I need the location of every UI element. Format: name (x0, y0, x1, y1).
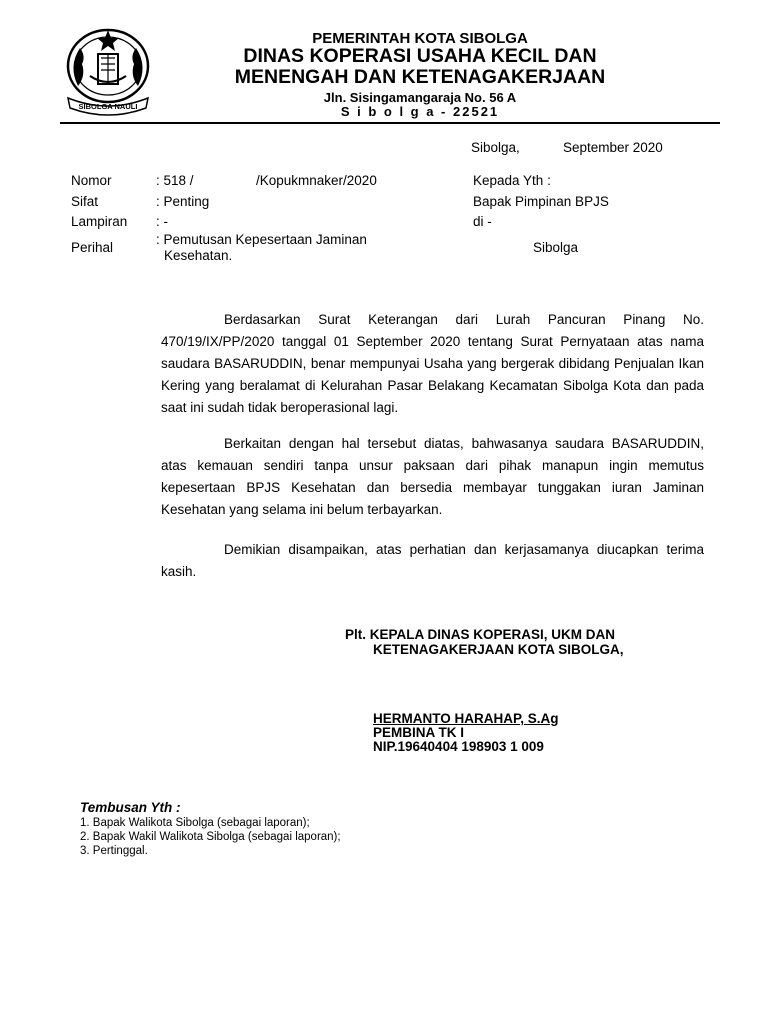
perihal-label: Perihal (71, 240, 114, 255)
signatory-name: HERMANTO HARAHAP, S.Ag (373, 711, 559, 726)
lampiran-value: : - (156, 214, 168, 229)
nomor-suffix: /Kopukmnaker/2020 (256, 173, 377, 188)
date-month-year: September 2020 (563, 140, 663, 155)
perihal-value-line1: : Pemutusan Kepesertaan Jaminan (156, 232, 367, 247)
tembusan-item: 2. Bapak Wakil Walikota Sibolga (sebagai laporan); (80, 831, 341, 843)
body-paragraph-3 (161, 539, 704, 583)
date-place: Sibolga, (471, 140, 520, 155)
recipient-greeting: Kepada Yth : (473, 173, 551, 188)
sifat-label: Sifat (71, 194, 99, 209)
government-name: PEMERINTAH KOTA SIBOLGA (312, 30, 528, 47)
recipient-city: Sibolga (533, 240, 579, 255)
signatory-nip: NIP.19640404 198903 1 009 (373, 739, 544, 754)
city-seal-logo (60, 18, 160, 118)
sifat-value: : Penting (156, 194, 210, 209)
logo-banner-text: SIBOLGA NAULI (78, 102, 138, 111)
tembusan-list (80, 816, 341, 858)
perihal-value-line2: Kesehatan. (164, 248, 233, 263)
office-city: S i b o l g a - 22521 (340, 104, 500, 119)
signatory-title-line1: Plt. KEPALA DINAS KOPERASI, UKM DAN (345, 627, 616, 642)
signatory-rank: PEMBINA TK I (373, 725, 464, 740)
signatory-title-line2: KETENAGAKERJAAN KOTA SIBOLGA, (373, 642, 624, 657)
recipient-name: Bapak Pimpinan BPJS (473, 194, 609, 209)
letterhead-divider (60, 122, 720, 124)
nomor-value: : 518 / (156, 173, 194, 188)
body-paragraph-2-text: Berkaitan dengan hal tersebut diatas, bahwasanya saudara BASARUDDIN, atas kemauan sendiri tanpa unsur paksaan dari pihak manapun ingin memutus kepesertaan BPJS Kesehatan dan bersedia membayar tunggakan iuran Jaminan Kesehatan yang selama ini belum terbayarkan. (161, 436, 704, 517)
department-name-line1: DINAS KOPERASI USAHA KECIL DAN (243, 45, 597, 67)
body-paragraph-1 (161, 309, 704, 419)
department-name (180, 46, 660, 88)
department-name-line2: MENENGAH DAN KETENAGAKERJAAN (234, 66, 606, 88)
tembusan-title: Tembusan Yth : (80, 800, 181, 815)
body-paragraph-3-text: Demikian disampaikan, atas perhatian dan kerjasamanya diucapkan terima kasih. (161, 542, 704, 579)
tembusan-item: 3. Pertinggal. (80, 845, 148, 857)
tembusan-item: 1. Bapak Walikota Sibolga (sebagai laporan); (80, 817, 310, 829)
lampiran-label: Lampiran (71, 214, 128, 229)
body-paragraph-2 (161, 433, 704, 521)
recipient-at: di - (473, 214, 492, 229)
nomor-label: Nomor (71, 173, 112, 188)
body-paragraph-1-text: Berdasarkan Surat Keterangan dari Lurah Pancuran Pinang No. 470/19/IX/PP/2020 tanggal 01 September 2020 tentang Surat Pernyataan atas nama saudara BASARUDDIN, benar mempunyai Usaha yang bergerak dibidang Penjualan Ikan Kering yang beralamat di Kelurahan Pasar Belakang Kecamatan Sibolga Kota dan pada saat ini sudah tidak beroperasional lagi. (161, 312, 704, 415)
office-address: Jln. Sisingamangaraja No. 56 A (323, 90, 517, 105)
